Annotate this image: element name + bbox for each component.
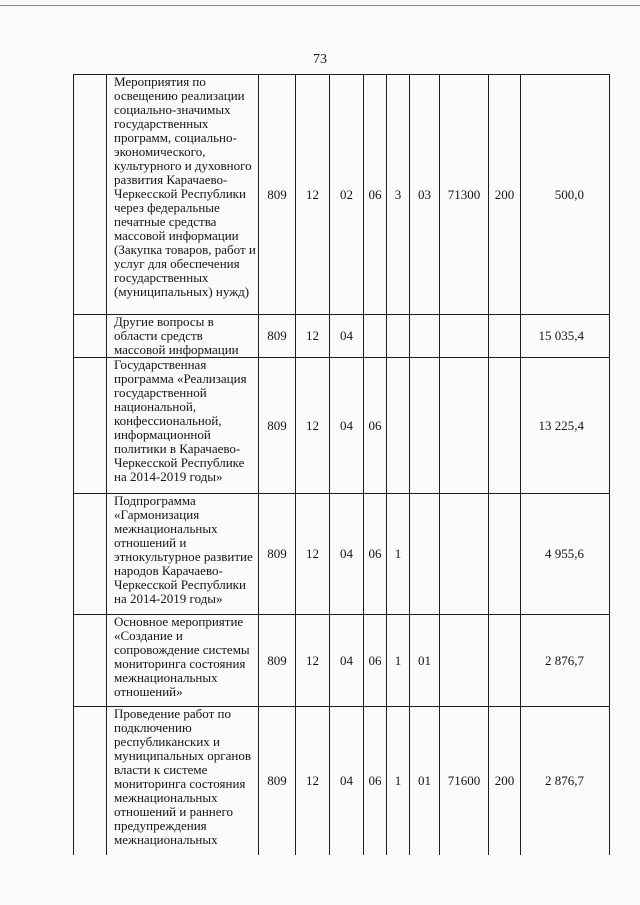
expense-type-code (489, 315, 521, 358)
expense-type-code (489, 494, 521, 615)
expense-type-code: 200 (489, 707, 521, 855)
target-event-code (410, 315, 440, 358)
section-code: 12 (296, 75, 330, 315)
target-program-code: 06 (364, 615, 387, 707)
row-name: Подпрограмма «Гармонизация межнациональных отношений и этнокультурное развитие народов Карачаево-Черкесской Республики на 2014-2019 годы» (107, 494, 259, 615)
table-row (74, 707, 610, 855)
target-program-code: 06 (364, 358, 387, 494)
target-program-code: 06 (364, 75, 387, 315)
section-code: 12 (296, 315, 330, 358)
target-direction-code: 71300 (440, 75, 489, 315)
ministry-code: 809 (259, 707, 296, 855)
table-row (74, 315, 610, 358)
target-subprogram-code (387, 358, 410, 494)
number-cell (74, 615, 107, 707)
target-event-code: 01 (410, 615, 440, 707)
amount: 15 035,4 (521, 315, 610, 358)
target-direction-code (440, 358, 489, 494)
ministry-code: 809 (259, 615, 296, 707)
page-number: 73 (313, 52, 327, 67)
row-name: Мероприятия по освещению реализации социально-значимых государственных программ, социально-экономического, культурного и духовного развития Карачаево-Черкесской Республики через федеральные печатные средства массовой информации (Закупка товаров, работ и услуг для обеспечения государственных (муниципальных) нужд) (107, 75, 259, 315)
target-subprogram-code: 1 (387, 707, 410, 855)
table-row (74, 358, 610, 494)
section-code: 12 (296, 615, 330, 707)
number-cell (74, 75, 107, 315)
ministry-code: 809 (259, 315, 296, 358)
subsection-code: 04 (330, 358, 364, 494)
target-program-code (364, 315, 387, 358)
table-row (74, 615, 610, 707)
target-subprogram-code: 1 (387, 615, 410, 707)
amount: 2 876,7 (521, 707, 610, 855)
target-event-code (410, 494, 440, 615)
number-cell (74, 494, 107, 615)
ministry-code: 809 (259, 75, 296, 315)
target-direction-code: 71600 (440, 707, 489, 855)
section-code: 12 (296, 494, 330, 615)
row-name: Государственная программа «Реализация государственной национальной, конфессиональной, информационной политики в Карачаево-Черкесской Республике на 2014-2019 годы» (107, 358, 259, 494)
expense-type-code (489, 358, 521, 494)
row-name: Основное мероприятие «Создание и сопровождение системы мониторинга состояния межнациональных отношений» (107, 615, 259, 707)
section-code: 12 (296, 358, 330, 494)
target-event-code: 01 (410, 707, 440, 855)
amount: 500,0 (521, 75, 610, 315)
target-program-code: 06 (364, 494, 387, 615)
expense-type-code: 200 (489, 75, 521, 315)
ministry-code: 809 (259, 358, 296, 494)
subsection-code: 02 (330, 75, 364, 315)
subsection-code: 04 (330, 707, 364, 855)
target-direction-code (440, 615, 489, 707)
subsection-code: 04 (330, 494, 364, 615)
row-name: Проведение работ по подключению республиканских и муниципальных органов власти к системе мониторинга состояния межнациональных отношений и раннего предупреждения межнациональных (107, 707, 259, 855)
subsection-code: 04 (330, 315, 364, 358)
page-top-edge (0, 5, 640, 6)
amount: 2 876,7 (521, 615, 610, 707)
table-row (74, 75, 610, 315)
target-subprogram-code: 3 (387, 75, 410, 315)
amount: 4 955,6 (521, 494, 610, 615)
number-cell (74, 358, 107, 494)
target-program-code: 06 (364, 707, 387, 855)
expense-type-code (489, 615, 521, 707)
section-code: 12 (296, 707, 330, 855)
target-event-code (410, 358, 440, 494)
target-direction-code (440, 494, 489, 615)
target-event-code: 03 (410, 75, 440, 315)
table-row (74, 494, 610, 615)
target-subprogram-code: 1 (387, 494, 410, 615)
ministry-code: 809 (259, 494, 296, 615)
budget-table (73, 74, 610, 855)
target-direction-code (440, 315, 489, 358)
number-cell (74, 707, 107, 855)
target-subprogram-code (387, 315, 410, 358)
subsection-code: 04 (330, 615, 364, 707)
row-name: Другие вопросы в области средств массовой информации (107, 315, 259, 358)
number-cell (74, 315, 107, 358)
amount: 13 225,4 (521, 358, 610, 494)
